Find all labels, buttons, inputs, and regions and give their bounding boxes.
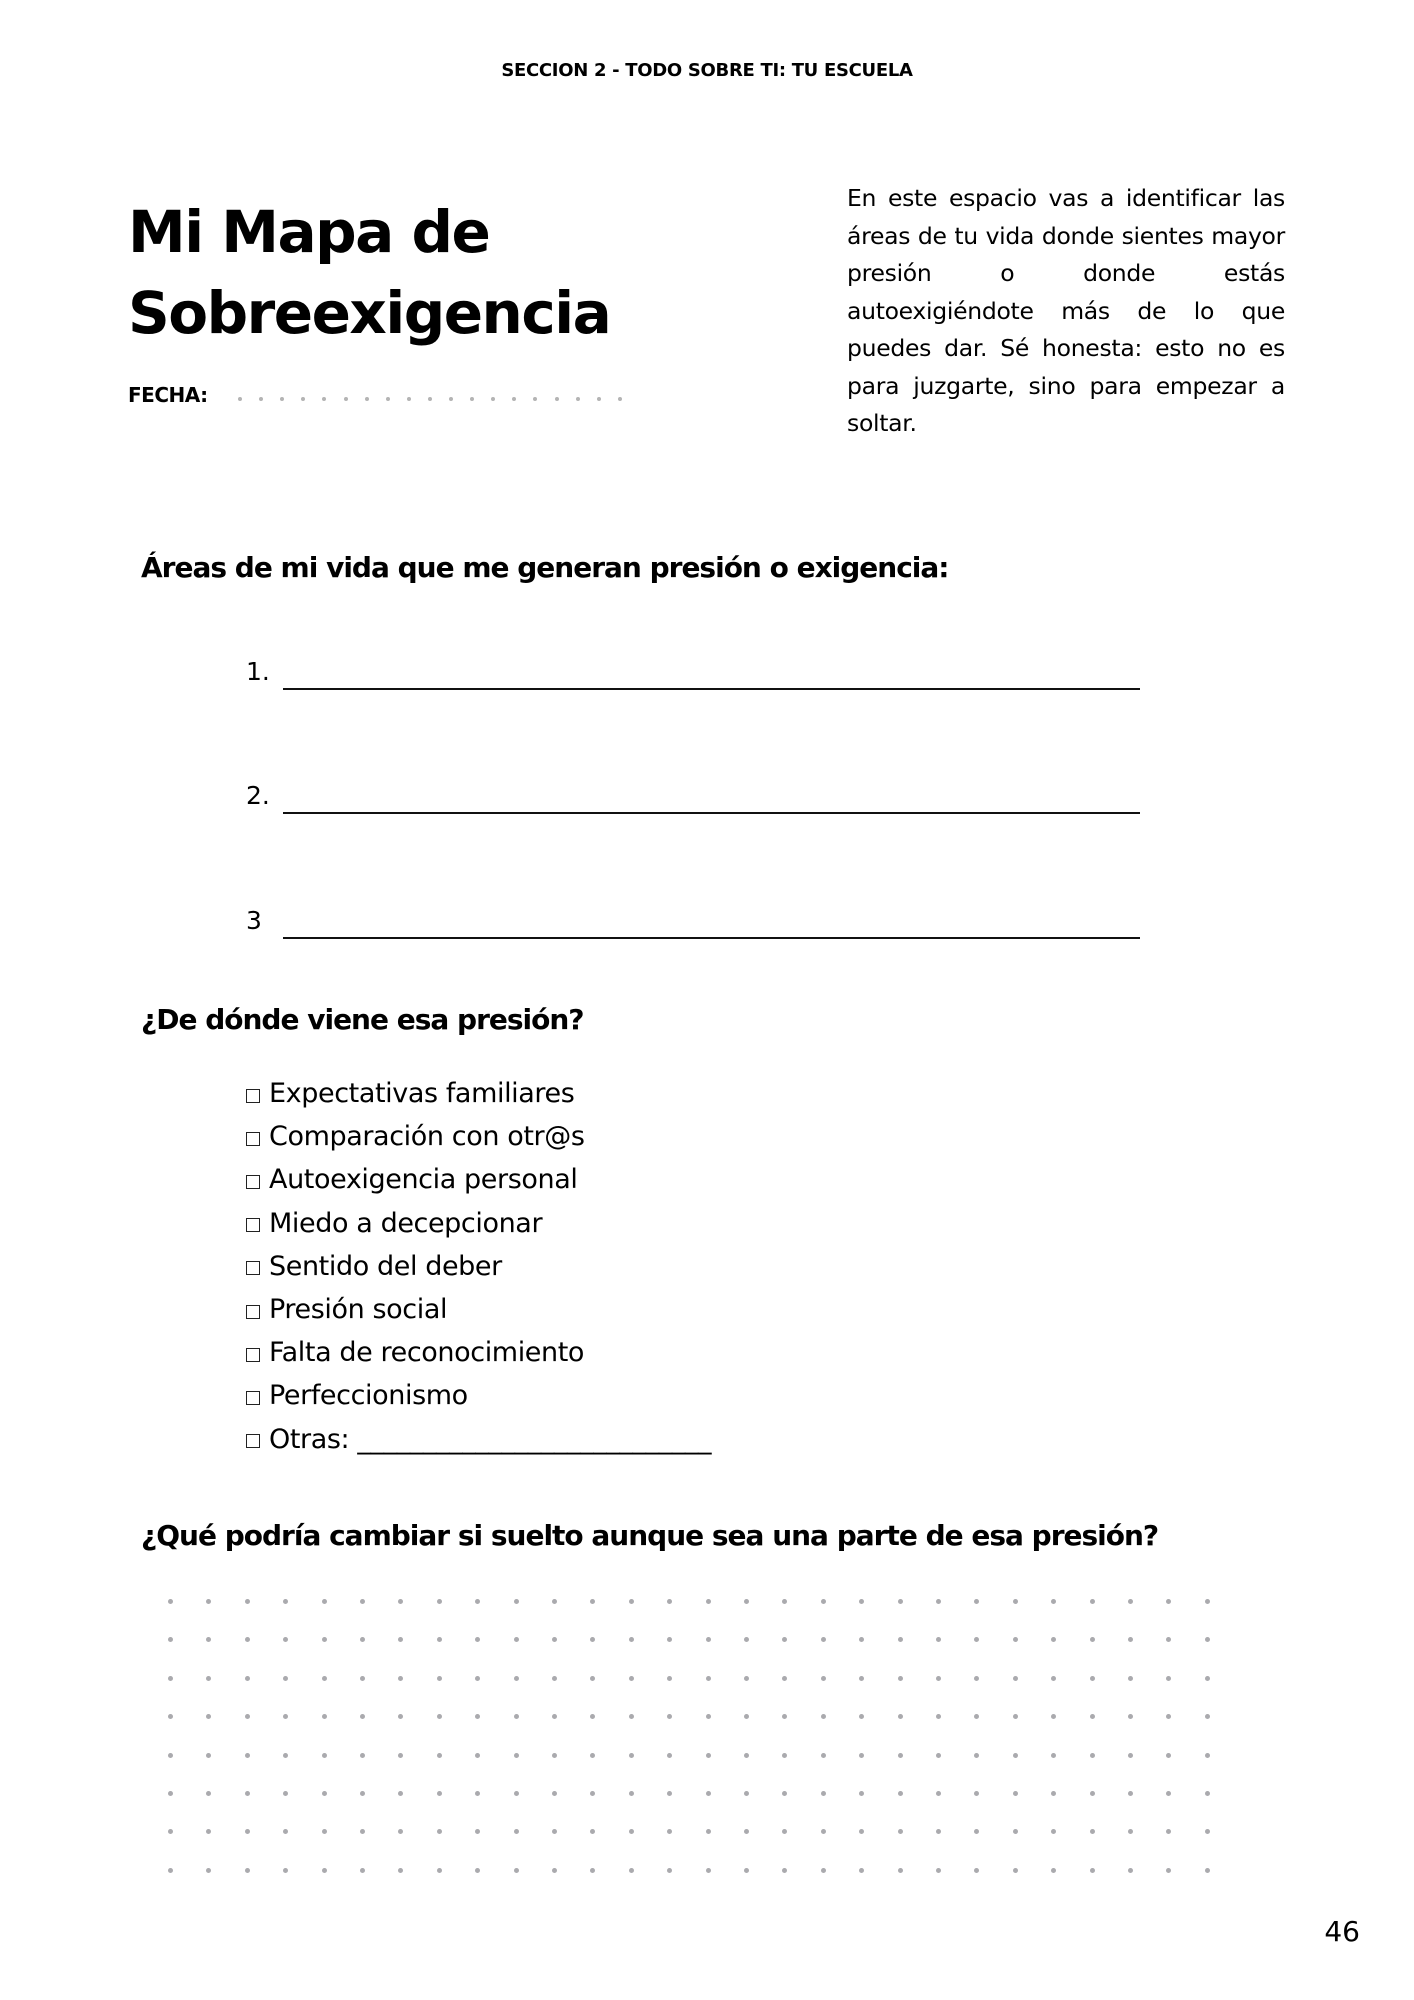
title-line-2: Sobreexigencia: [128, 279, 611, 347]
checklist-item[interactable]: [246, 1115, 711, 1158]
origin-heading: ¿De dónde viene esa presión?: [141, 1003, 584, 1036]
grid-dot: [168, 1599, 173, 1604]
origin-checklist: [246, 1072, 711, 1461]
grid-dot: [1090, 1676, 1095, 1681]
grid-dot: [821, 1676, 826, 1681]
grid-dot: [360, 1829, 365, 1834]
grid-dot: [821, 1868, 826, 1873]
grid-dot: [1051, 1637, 1056, 1642]
checklist-item[interactable]: [246, 1288, 711, 1331]
checkbox-icon[interactable]: [246, 1089, 260, 1103]
grid-dot: [1205, 1599, 1210, 1604]
checklist-label: Comparación con otr@s: [269, 1121, 585, 1153]
date-dot: [301, 397, 305, 401]
grid-dot: [245, 1868, 250, 1873]
date-dot: [280, 397, 284, 401]
grid-dot: [782, 1637, 787, 1642]
checklist-item[interactable]: [246, 1245, 711, 1288]
grid-dot: [590, 1676, 595, 1681]
checkbox-icon[interactable]: [246, 1218, 260, 1232]
date-dot: [576, 397, 580, 401]
grid-dot: [360, 1714, 365, 1719]
grid-dot: [590, 1829, 595, 1834]
grid-dot: [1013, 1868, 1018, 1873]
grid-dot: [514, 1868, 519, 1873]
grid-dot: [514, 1753, 519, 1758]
area-item-1[interactable]: [246, 650, 1146, 690]
grid-dot: [1205, 1753, 1210, 1758]
grid-dot: [437, 1868, 442, 1873]
grid-dot: [168, 1829, 173, 1834]
grid-dot: [706, 1829, 711, 1834]
grid-dot: [629, 1637, 634, 1642]
grid-dot: [706, 1868, 711, 1873]
checklist-label: Otras: ___________________________: [269, 1423, 712, 1455]
checklist-label: Presión social: [269, 1294, 448, 1326]
date-dot: [386, 397, 390, 401]
grid-dot: [859, 1714, 864, 1719]
grid-dot: [782, 1868, 787, 1873]
checkbox-icon[interactable]: [246, 1132, 260, 1146]
grid-dot: [475, 1753, 480, 1758]
area-item-3[interactable]: [246, 899, 1146, 939]
grid-dot: [936, 1868, 941, 1873]
grid-dot: [1090, 1599, 1095, 1604]
grid-dot: [1166, 1676, 1171, 1681]
date-dot: [618, 397, 622, 401]
grid-dot: [667, 1791, 672, 1796]
grid-dot: [1205, 1714, 1210, 1719]
area-item-2[interactable]: [246, 774, 1146, 814]
grid-dot: [245, 1753, 250, 1758]
grid-dot: [322, 1637, 327, 1642]
date-dot: [428, 397, 432, 401]
grid-dot: [1090, 1868, 1095, 1873]
grid-dot: [514, 1676, 519, 1681]
grid-dot: [360, 1791, 365, 1796]
date-dot: [491, 397, 495, 401]
grid-dot: [475, 1637, 480, 1642]
grid-dot: [514, 1791, 519, 1796]
checklist-item[interactable]: [246, 1331, 711, 1374]
grid-dot: [590, 1791, 595, 1796]
grid-dot: [322, 1676, 327, 1681]
grid-dot: [782, 1791, 787, 1796]
grid-dot: [168, 1868, 173, 1873]
change-heading: ¿Qué podría cambiar si suelto aunque sea una parte de esa presión?: [141, 1519, 1159, 1552]
grid-dot: [322, 1791, 327, 1796]
grid-dot: [1128, 1753, 1133, 1758]
grid-dot: [1013, 1829, 1018, 1834]
grid-dot: [514, 1829, 519, 1834]
grid-dot: [1128, 1868, 1133, 1873]
grid-dot: [782, 1829, 787, 1834]
grid-dot: [936, 1714, 941, 1719]
grid-dot: [283, 1714, 288, 1719]
grid-dot: [1013, 1599, 1018, 1604]
grid-dot: [283, 1753, 288, 1758]
grid-dot: [398, 1868, 403, 1873]
grid-dot: [821, 1599, 826, 1604]
area-item-line[interactable]: [283, 688, 1140, 690]
grid-dot: [782, 1599, 787, 1604]
checkbox-icon[interactable]: [246, 1434, 260, 1448]
grid-dot: [898, 1676, 903, 1681]
grid-dot: [898, 1599, 903, 1604]
grid-dot: [859, 1599, 864, 1604]
grid-dot: [475, 1829, 480, 1834]
date-dot: [555, 397, 559, 401]
grid-dot: [1051, 1753, 1056, 1758]
grid-dot: [974, 1791, 979, 1796]
area-item-number: 1.: [246, 657, 270, 686]
grid-dot: [782, 1753, 787, 1758]
grid-dot: [974, 1714, 979, 1719]
grid-dot: [706, 1714, 711, 1719]
grid-dot: [590, 1637, 595, 1642]
checkbox-icon[interactable]: [246, 1348, 260, 1362]
grid-dot: [552, 1637, 557, 1642]
grid-dot: [706, 1753, 711, 1758]
grid-dot: [552, 1868, 557, 1873]
intro-paragraph: En este espacio vas a identificar las áreas de tu vida donde sientes mayor presión o donde estás autoexigiéndote más de lo que puedes dar. Sé honesta: esto no es para juzgarte, sino para empezar a soltar.: [847, 184, 1285, 437]
grid-dot: [1090, 1829, 1095, 1834]
grid-dot: [245, 1599, 250, 1604]
grid-dot: [667, 1637, 672, 1642]
grid-dot: [1051, 1791, 1056, 1796]
date-dot: [259, 397, 263, 401]
grid-dot: [398, 1829, 403, 1834]
grid-dot: [821, 1637, 826, 1642]
grid-dot: [936, 1599, 941, 1604]
grid-dot: [974, 1829, 979, 1834]
grid-dot: [898, 1714, 903, 1719]
date-dot: [238, 397, 242, 401]
grid-dot: [475, 1676, 480, 1681]
grid-dot: [1090, 1714, 1095, 1719]
grid-dot: [859, 1637, 864, 1642]
grid-dot: [437, 1599, 442, 1604]
grid-dot: [437, 1791, 442, 1796]
checklist-label: Miedo a decepcionar: [269, 1207, 543, 1239]
grid-dot: [1205, 1637, 1210, 1642]
grid-dot: [936, 1791, 941, 1796]
grid-dot: [283, 1637, 288, 1642]
grid-dot: [1051, 1829, 1056, 1834]
grid-dot: [629, 1753, 634, 1758]
grid-dot: [706, 1599, 711, 1604]
date-dot: [365, 397, 369, 401]
grid-dot: [283, 1791, 288, 1796]
grid-dot: [744, 1791, 749, 1796]
date-field[interactable]: [230, 397, 630, 403]
grid-dot: [552, 1676, 557, 1681]
grid-dot: [667, 1829, 672, 1834]
grid-dot: [1166, 1753, 1171, 1758]
grid-dot: [821, 1791, 826, 1796]
grid-dot: [782, 1714, 787, 1719]
grid-dot: [437, 1714, 442, 1719]
date-label: FECHA:: [128, 383, 208, 407]
grid-dot: [974, 1868, 979, 1873]
grid-dot: [936, 1753, 941, 1758]
grid-dot: [168, 1753, 173, 1758]
grid-dot: [859, 1791, 864, 1796]
date-dot: [344, 397, 348, 401]
grid-dot: [974, 1753, 979, 1758]
grid-dot: [245, 1637, 250, 1642]
date-dot: [322, 397, 326, 401]
grid-dot: [859, 1868, 864, 1873]
grid-dot: [974, 1676, 979, 1681]
grid-dot: [936, 1637, 941, 1642]
grid-dot: [1128, 1676, 1133, 1681]
grid-dot: [1051, 1868, 1056, 1873]
grid-dot: [1166, 1868, 1171, 1873]
grid-dot: [398, 1637, 403, 1642]
area-item-line[interactable]: [283, 937, 1140, 939]
grid-dot: [206, 1868, 211, 1873]
date-dot: [533, 397, 537, 401]
grid-dot: [245, 1829, 250, 1834]
grid-dot: [514, 1714, 519, 1719]
grid-dot: [667, 1753, 672, 1758]
grid-dot: [514, 1637, 519, 1642]
date-dot: [470, 397, 474, 401]
grid-dot: [437, 1753, 442, 1758]
grid-dot: [552, 1829, 557, 1834]
grid-dot: [437, 1829, 442, 1834]
grid-dot: [898, 1791, 903, 1796]
grid-dot: [590, 1868, 595, 1873]
grid-dot: [1013, 1791, 1018, 1796]
grid-dot: [245, 1714, 250, 1719]
areas-heading: Áreas de mi vida que me generan presión o exigencia:: [141, 551, 949, 584]
grid-dot: [629, 1714, 634, 1719]
grid-dot: [1166, 1714, 1171, 1719]
grid-dot: [821, 1714, 826, 1719]
title-line-1: Mi Mapa de: [128, 198, 490, 266]
grid-dot: [1128, 1637, 1133, 1642]
grid-dot: [629, 1791, 634, 1796]
grid-dot: [245, 1676, 250, 1681]
checklist-label: Sentido del deber: [269, 1250, 502, 1282]
grid-dot: [898, 1868, 903, 1873]
grid-dot: [1013, 1676, 1018, 1681]
area-item-number: 3: [246, 906, 262, 935]
checkbox-icon[interactable]: [246, 1391, 260, 1405]
grid-dot: [398, 1791, 403, 1796]
grid-dot: [744, 1868, 749, 1873]
grid-dot: [936, 1829, 941, 1834]
grid-dot: [1051, 1714, 1056, 1719]
grid-dot: [859, 1676, 864, 1681]
checklist-item[interactable]: [246, 1158, 711, 1201]
grid-dot: [1128, 1599, 1133, 1604]
area-item-line[interactable]: [283, 812, 1140, 814]
grid-dot: [1013, 1753, 1018, 1758]
area-item-number: 2.: [246, 781, 270, 810]
grid-dot: [974, 1637, 979, 1642]
grid-dot: [1205, 1829, 1210, 1834]
grid-dot: [936, 1676, 941, 1681]
checklist-item[interactable]: [246, 1072, 711, 1115]
date-dot: [512, 397, 516, 401]
grid-dot: [206, 1829, 211, 1834]
grid-dot: [1166, 1791, 1171, 1796]
grid-dot: [1051, 1599, 1056, 1604]
grid-dot: [283, 1599, 288, 1604]
grid-dot: [744, 1753, 749, 1758]
grid-dot: [1090, 1637, 1095, 1642]
grid-dot: [744, 1637, 749, 1642]
grid-dot: [552, 1791, 557, 1796]
grid-dot: [437, 1637, 442, 1642]
date-dot: [407, 397, 411, 401]
checklist-item-other[interactable]: [246, 1418, 711, 1461]
checkbox-icon[interactable]: [246, 1261, 260, 1275]
grid-dot: [283, 1676, 288, 1681]
grid-dot: [360, 1868, 365, 1873]
grid-dot: [398, 1676, 403, 1681]
grid-dot: [398, 1714, 403, 1719]
grid-dot: [859, 1829, 864, 1834]
grid-dot: [360, 1753, 365, 1758]
grid-dot: [706, 1791, 711, 1796]
grid-dot: [821, 1829, 826, 1834]
grid-dot: [629, 1676, 634, 1681]
checklist-label: Expectativas familiares: [269, 1078, 575, 1109]
grid-dot: [475, 1791, 480, 1796]
grid-dot: [398, 1753, 403, 1758]
grid-dot: [398, 1599, 403, 1604]
grid-dot: [859, 1753, 864, 1758]
page-number: 46: [1324, 1915, 1360, 1948]
section-header: SECCION 2 - TODO SOBRE TI: TU ESCUELA: [501, 60, 913, 81]
grid-dot: [1128, 1791, 1133, 1796]
grid-dot: [1090, 1791, 1095, 1796]
grid-dot: [283, 1868, 288, 1873]
grid-dot: [322, 1868, 327, 1873]
grid-dot: [782, 1676, 787, 1681]
grid-dot: [1166, 1829, 1171, 1834]
grid-dot: [590, 1599, 595, 1604]
grid-dot: [1128, 1829, 1133, 1834]
checklist-label: Autoexigencia personal: [269, 1164, 578, 1196]
grid-dot: [1051, 1676, 1056, 1681]
grid-dot: [667, 1676, 672, 1681]
grid-dot: [283, 1829, 288, 1834]
grid-dot: [206, 1753, 211, 1758]
grid-dot: [514, 1599, 519, 1604]
grid-dot: [1090, 1753, 1095, 1758]
grid-dot: [898, 1829, 903, 1834]
grid-dot: [974, 1599, 979, 1604]
grid-dot: [360, 1637, 365, 1642]
grid-dot: [1205, 1791, 1210, 1796]
grid-dot: [168, 1714, 173, 1719]
grid-dot: [206, 1599, 211, 1604]
grid-dot: [629, 1829, 634, 1834]
grid-dot: [168, 1637, 173, 1642]
grid-dot: [744, 1714, 749, 1719]
grid-dot: [475, 1714, 480, 1719]
grid-dot: [1205, 1676, 1210, 1681]
grid-dot: [206, 1714, 211, 1719]
grid-dot: [475, 1868, 480, 1873]
grid-dot: [744, 1599, 749, 1604]
grid-dot: [590, 1714, 595, 1719]
grid-dot: [667, 1714, 672, 1719]
grid-dot: [1013, 1637, 1018, 1642]
page-title: [128, 192, 610, 354]
grid-dot: [206, 1791, 211, 1796]
grid-dot: [360, 1676, 365, 1681]
grid-dot: [168, 1791, 173, 1796]
grid-dot: [245, 1791, 250, 1796]
grid-dot: [322, 1599, 327, 1604]
grid-dot: [1205, 1868, 1210, 1873]
checklist-item[interactable]: [246, 1202, 711, 1245]
grid-dot: [706, 1637, 711, 1642]
grid-dot: [360, 1599, 365, 1604]
grid-dot: [1166, 1637, 1171, 1642]
checkbox-icon[interactable]: [246, 1175, 260, 1189]
grid-dot: [590, 1753, 595, 1758]
grid-dot: [744, 1829, 749, 1834]
grid-dot: [322, 1829, 327, 1834]
checklist-label: Falta de reconocimiento: [269, 1337, 585, 1369]
grid-dot: [706, 1676, 711, 1681]
grid-dot: [667, 1868, 672, 1873]
grid-dot: [322, 1753, 327, 1758]
checklist-item[interactable]: [246, 1374, 711, 1417]
checklist-label: Perfeccionismo: [269, 1380, 468, 1412]
grid-dot: [168, 1676, 173, 1681]
grid-dot: [475, 1599, 480, 1604]
grid-dot: [552, 1599, 557, 1604]
grid-dot: [898, 1753, 903, 1758]
checkbox-icon[interactable]: [246, 1305, 260, 1319]
grid-dot: [206, 1676, 211, 1681]
grid-dot: [552, 1714, 557, 1719]
grid-dot: [437, 1676, 442, 1681]
grid-dot: [629, 1868, 634, 1873]
grid-dot: [629, 1599, 634, 1604]
date-dot: [449, 397, 453, 401]
grid-dot: [206, 1637, 211, 1642]
grid-dot: [1166, 1599, 1171, 1604]
grid-dot: [1013, 1714, 1018, 1719]
grid-dot: [1128, 1714, 1133, 1719]
grid-dot: [322, 1714, 327, 1719]
grid-dot: [667, 1599, 672, 1604]
grid-dot: [552, 1753, 557, 1758]
date-dot: [597, 397, 601, 401]
grid-dot: [744, 1676, 749, 1681]
grid-dot: [898, 1637, 903, 1642]
grid-dot: [821, 1753, 826, 1758]
